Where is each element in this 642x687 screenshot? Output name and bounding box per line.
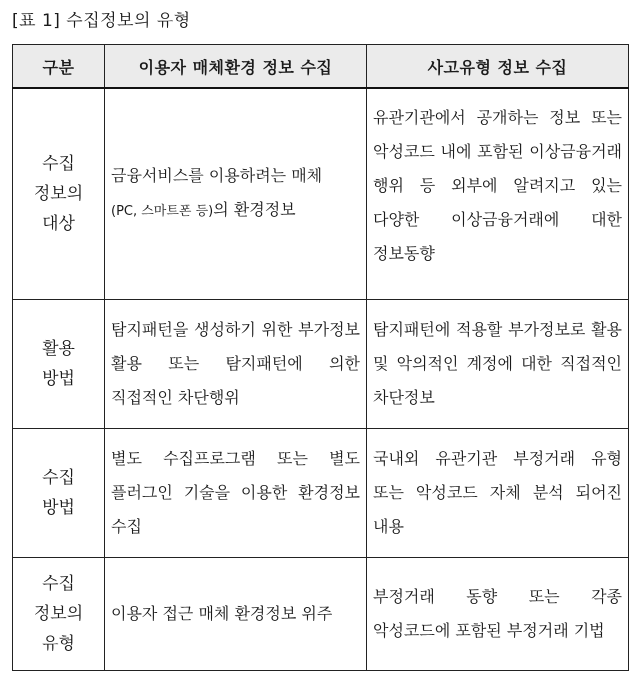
table-header-row [13,45,629,89]
header-user-env: 이용자 매체환경 정보 수집 [105,45,367,89]
category-line: 수집 [42,468,75,488]
category-line: 방법 [42,369,75,389]
incident-cell: 국내외 유관기관 부정거래 유형 또는 악성코드 자체 분석 되어진 내용 [367,429,629,558]
incident-cell: 탐지패턴에 적용할 부가정보로 활용 및 악의적인 계정에 대한 직접적인 차단정보 [367,300,629,429]
row-category [13,300,105,429]
category-line: 대상 [42,214,75,234]
collection-info-table [12,44,629,671]
category-line: 방법 [42,498,75,518]
user-env-device-note: (PC, 스마트폰 등) [111,204,214,219]
user-env-cell [105,88,367,300]
table-row [13,88,629,300]
row-category [13,558,105,671]
table-row [13,429,629,558]
incident-cell: 유관기관에서 공개하는 정보 또는 악성코드 내에 포함된 이상금융거래 행위 등 외부에 알려지고 있는 다양한 이상금융거래에 대한 정보동향 [367,88,629,300]
header-incident: 사고유형 정보 수집 [367,45,629,89]
user-env-cell: 별도 수집프로그램 또는 별도 플러그인 기술을 이용한 환경정보 수집 [105,429,367,558]
user-env-cell: 이용자 접근 매체 환경정보 위주 [105,558,367,671]
category-line: 정보의 [33,604,84,624]
user-env-text: 금융서비스를 이용하려는 매체 [111,166,323,185]
user-env-cell: 탐지패턴을 생성하기 위한 부가정보 활용 또는 탐지패턴에 의한 직접적인 차단행위 [105,300,367,429]
category-line: 수집 [42,574,75,594]
category-line: 활용 [42,339,75,359]
table-caption: [표 1] 수집정보의 유형 [12,11,191,31]
header-category: 구분 [13,45,105,89]
incident-cell: 부정거래 동향 또는 각종 악성코드에 포함된 부정거래 기법 [367,558,629,671]
user-env-text-tail: 의 환경정보 [213,200,296,219]
table-row [13,558,629,671]
category-line: 유형 [42,634,75,654]
row-category [13,429,105,558]
category-line: 수집 [42,154,75,174]
table-row [13,300,629,429]
category-line: 정보의 [33,184,84,204]
row-category [13,88,105,300]
